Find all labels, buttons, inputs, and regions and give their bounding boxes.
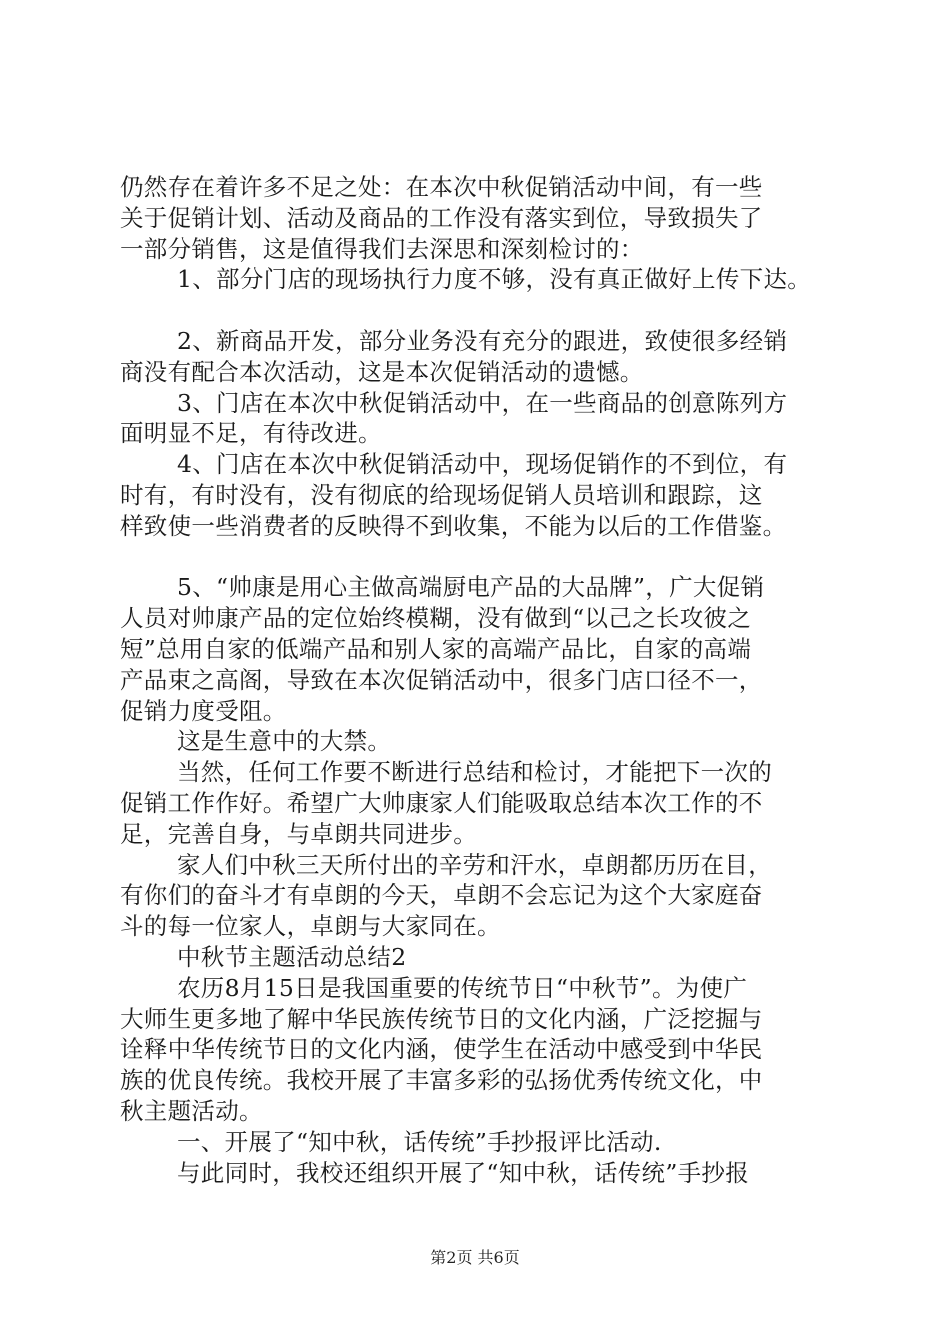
text-line: 秋主题活动。 xyxy=(120,1096,263,1125)
text-line: 样致使一些消费者的反映得不到收集，不能为以后的工作借鉴。 xyxy=(120,511,787,540)
text-line: 促销力度受阻。 xyxy=(120,696,287,725)
text-line: 5、“帅康是用心主做高端厨电产品的大品牌”，广大促销 xyxy=(177,573,765,602)
text-line: 2、新商品开发，部分业务没有充分的跟进，致使很多经销 xyxy=(177,326,788,355)
text-line: 与此同时，我校还组织开展了“知中秋，话传统”手抄报 xyxy=(177,1158,750,1187)
text-line: 有你们的奋斗才有卓朗的今天，卓朗不会忘记为这个大家庭奋 xyxy=(120,881,763,910)
blank-line xyxy=(120,295,840,326)
text-line: 3、门店在本次中秋促销活动中，在一些商品的创意陈列方 xyxy=(177,388,788,417)
text-line: 1、部分门店的现场执行力度不够，没有真正做好上传下达。 xyxy=(177,265,812,294)
text-line: 当然，任何工作要不断进行总结和检讨，才能把下一次的 xyxy=(177,758,772,787)
page-footer: 第2页 共6页 xyxy=(430,1248,520,1267)
document-body xyxy=(120,172,840,1188)
text-line: 时有，有时没有，没有彻底的给现场促销人员培训和跟踪，这 xyxy=(120,480,763,509)
text-line: 人员对帅康产品的定位始终模糊，没有做到“以己之长攻彼之 xyxy=(120,604,752,633)
text-line: 仍然存在着许多不足之处：在本次中秋促销活动中间，有一些 xyxy=(120,173,763,201)
text-line: 农历8月15日是我国重要的传统节日“中秋节”。为使广 xyxy=(177,973,748,1002)
text-line: 短”总用自家的低端产品和别人家的高端产品比，自家的高端 xyxy=(120,634,752,663)
text-line: 一、开展了“知中秋，话传统”手抄报评比活动. xyxy=(177,1127,662,1156)
text-line: 斗的每一位家人，卓朗与大家同在。 xyxy=(120,912,501,941)
text-line: 面明显不足，有待改进。 xyxy=(120,419,382,448)
text-line: 诠释中华传统节日的文化内涵，使学生在活动中感受到中华民 xyxy=(120,1035,763,1064)
text-line: 这是生意中的大禁。 xyxy=(177,727,392,756)
text-line: 产品束之高阁，导致在本次促销活动中，很多门店口径不一， xyxy=(120,665,763,694)
text-line: 大师生更多地了解中华民族传统节日的文化内涵，广泛挖掘与 xyxy=(120,1004,763,1033)
text-line: 商没有配合本次活动，这是本次促销活动的遗憾。 xyxy=(120,357,644,386)
blank-line xyxy=(120,542,840,573)
text-line: 足，完善自身，与卓朗共同进步。 xyxy=(120,819,477,848)
text-line: 一部分销售，这是值得我们去深思和深刻检讨的： xyxy=(120,234,644,263)
text-line: 家人们中秋三天所付出的辛劳和汗水，卓朗都历历在目， xyxy=(177,850,772,879)
text-line: 中秋节主题活动总结2 xyxy=(177,942,407,971)
text-line: 4、门店在本次中秋促销活动中，现场促销作的不到位，有 xyxy=(177,450,788,479)
text-line: 关于促销计划、活动及商品的工作没有落实到位，导致损失了 xyxy=(120,203,763,232)
text-line: 促销工作作好。希望广大帅康家人们能吸取总结本次工作的不 xyxy=(120,788,763,817)
text-line: 族的优良传统。我校开展了丰富多彩的弘扬优秀传统文化，中 xyxy=(120,1066,763,1095)
